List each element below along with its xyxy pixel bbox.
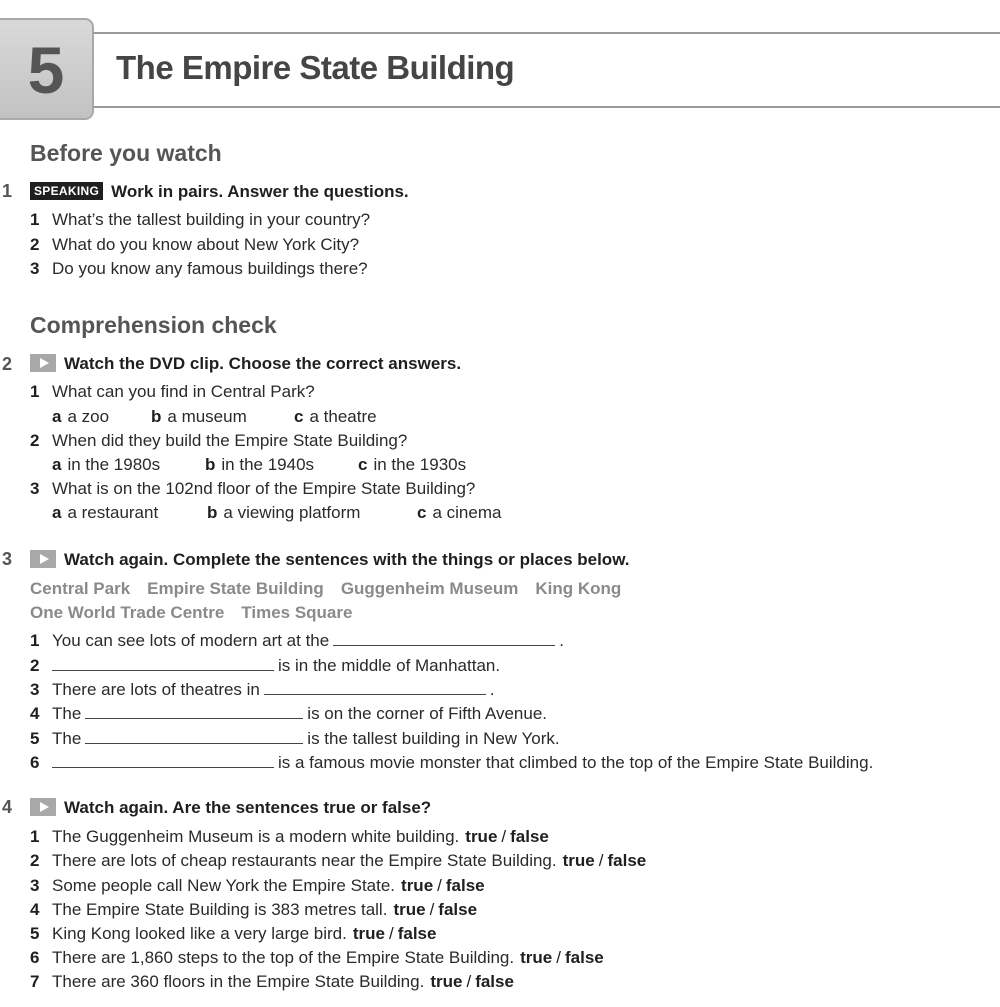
true-false-item: [30, 876, 485, 896]
item-text-before: You can see lots of modern art at the: [52, 631, 330, 650]
item-text: The Empire State Building is 383 metres tall.: [52, 900, 388, 919]
item-number: 4: [30, 900, 40, 919]
option-letter: a: [52, 503, 62, 522]
item-number: 2: [30, 851, 40, 870]
answer-option[interactable]: [205, 455, 314, 475]
option-text: a restaurant: [67, 503, 159, 522]
false-option[interactable]: false: [445, 876, 485, 895]
true-false-item: [30, 972, 514, 992]
false-option[interactable]: false: [397, 924, 437, 943]
word-bank-row: [30, 603, 369, 623]
true-option[interactable]: true: [430, 972, 463, 991]
false-option[interactable]: false: [564, 948, 604, 967]
word-bank-item: One World Trade Centre: [30, 603, 225, 622]
title-rule-top: [93, 32, 1000, 34]
word-bank-item: King Kong: [535, 579, 622, 598]
option-text: in the 1980s: [67, 455, 161, 474]
item-text-after: .: [559, 631, 564, 650]
fill-in-item: [30, 753, 873, 773]
answer-blank[interactable]: [52, 753, 274, 768]
item-text-after: is on the corner of Fifth Avenue.: [307, 704, 548, 723]
play-video-icon: [30, 354, 56, 372]
item-text-before: There are lots of theatres in: [52, 680, 260, 699]
true-false-item: [30, 900, 477, 920]
exercise-2-instruction: [30, 354, 461, 374]
answer-option[interactable]: [358, 455, 466, 475]
section-heading-comprehension: Comprehension check: [30, 312, 277, 338]
true-option[interactable]: true: [562, 851, 595, 870]
answer-blank[interactable]: [85, 729, 303, 744]
item-number: 1: [30, 382, 40, 401]
true-false-item: [30, 827, 549, 847]
answer-option[interactable]: [207, 503, 360, 523]
item-number: 1: [30, 631, 40, 650]
exercise-1-instruction: [30, 182, 409, 202]
item-text: There are lots of cheap restaurants near the Empire State Building.: [52, 851, 557, 870]
section-heading-before: Before you watch: [30, 140, 222, 166]
question-item: [30, 235, 359, 255]
item-text-after: .: [489, 680, 495, 699]
true-option[interactable]: true: [520, 948, 553, 967]
word-bank-row: [30, 579, 638, 599]
choice-separator: /: [388, 924, 394, 943]
item-text: King Kong looked like a very large bird.: [52, 924, 347, 943]
item-number: 1: [30, 827, 40, 846]
word-bank-item: Empire State Building: [147, 579, 324, 598]
false-option[interactable]: false: [607, 851, 647, 870]
item-text-before: The: [52, 729, 82, 748]
option-text: in the 1930s: [373, 455, 467, 474]
item-number: 5: [30, 924, 40, 943]
instruction-text: Work in pairs. Answer the questions.: [111, 182, 409, 201]
answer-option[interactable]: [52, 503, 158, 523]
option-letter: b: [151, 407, 162, 426]
answer-blank[interactable]: [333, 631, 555, 646]
speaking-badge: SPEAKING: [30, 182, 103, 200]
true-false-item: [30, 924, 436, 944]
option-letter: a: [52, 407, 62, 426]
true-false-choice: [520, 948, 604, 967]
true-false-choice: [465, 827, 549, 846]
answer-blank[interactable]: [264, 680, 486, 695]
option-text: a viewing platform: [223, 503, 361, 522]
instruction-text: Watch the DVD clip. Choose the correct answers.: [64, 354, 462, 373]
play-video-icon: [30, 550, 56, 568]
true-false-choice: [563, 851, 647, 870]
page-title: The Empire State Building: [116, 49, 515, 86]
exercise-number: 1: [2, 181, 13, 201]
exercise-number: 4: [2, 797, 13, 817]
item-number: 7: [30, 972, 40, 991]
item-text-after: is a famous movie monster that climbed to the top of the Empire State Building.: [278, 753, 874, 772]
item-text: Do you know any famous buildings there?: [52, 259, 368, 278]
item-number: 6: [30, 753, 40, 772]
option-letter: b: [207, 503, 218, 522]
unit-number: 5: [27, 33, 65, 107]
answer-option[interactable]: [52, 455, 160, 475]
item-number: 2: [30, 431, 40, 450]
play-video-icon: [30, 798, 56, 816]
answer-option[interactable]: [52, 407, 109, 427]
true-false-item: [30, 948, 604, 968]
instruction-text: Watch again. Complete the sentences with the things or places below.: [64, 550, 630, 569]
question-item: [30, 259, 368, 279]
answer-blank[interactable]: [52, 656, 274, 671]
true-false-choice: [353, 924, 437, 943]
item-text: When did they build the Empire State Building?: [52, 431, 408, 450]
false-option[interactable]: false: [475, 972, 514, 991]
true-false-choice: [401, 876, 485, 895]
item-number: 2: [30, 235, 40, 254]
choice-separator: /: [437, 876, 442, 895]
item-number: 1: [30, 210, 40, 229]
option-letter: c: [294, 407, 304, 426]
question-item: [30, 479, 475, 499]
option-text: a zoo: [67, 407, 110, 426]
false-option[interactable]: false: [510, 827, 549, 846]
fill-in-item: [30, 680, 495, 700]
item-text: Some people call New York the Empire State.: [52, 876, 396, 895]
item-text: There are 360 floors in the Empire State Building.: [52, 972, 425, 991]
answer-option[interactable]: [294, 407, 377, 427]
option-text: a museum: [167, 407, 247, 426]
question-item: [30, 210, 370, 230]
choice-separator: /: [466, 972, 472, 991]
answer-blank[interactable]: [85, 704, 303, 719]
item-number: 3: [30, 876, 40, 895]
choice-separator: /: [598, 851, 604, 870]
true-false-choice: [393, 900, 477, 919]
exercise-4-instruction: [30, 798, 431, 818]
answer-option[interactable]: [151, 407, 247, 427]
option-letter: b: [205, 455, 216, 474]
title-rule-bottom: [93, 106, 1000, 108]
item-number: 3: [30, 479, 40, 498]
true-false-item: [30, 851, 646, 871]
true-option[interactable]: true: [352, 924, 385, 943]
item-text: The Guggenheim Museum is a modern white building.: [52, 827, 460, 846]
item-text: What’s the tallest building in your country?: [52, 210, 371, 229]
instruction-text: Watch again. Are the sentences true or false?: [64, 798, 432, 817]
fill-in-item: [30, 656, 500, 676]
true-option[interactable]: true: [401, 876, 434, 895]
option-letter: c: [358, 455, 368, 474]
item-text-after: is the tallest building in New York.: [307, 729, 560, 748]
choice-separator: /: [556, 948, 561, 967]
item-number: 6: [30, 948, 40, 967]
word-bank-item: Guggenheim Museum: [340, 579, 519, 598]
item-text-before: The: [52, 704, 82, 723]
exercise-3-instruction: [30, 550, 630, 570]
option-text: a theatre: [309, 407, 377, 426]
question-item: [30, 382, 315, 402]
option-text: in the 1940s: [221, 455, 315, 474]
word-bank-item: Central Park: [30, 579, 131, 598]
item-number: 3: [30, 680, 40, 699]
exercise-number: 3: [2, 549, 13, 569]
false-option[interactable]: false: [438, 900, 478, 919]
item-number: 4: [30, 704, 40, 723]
fill-in-item: [30, 631, 564, 651]
item-number: 5: [30, 729, 40, 748]
item-number: 3: [30, 259, 40, 278]
true-option[interactable]: true: [393, 900, 426, 919]
word-bank-item: Times Square: [241, 603, 353, 622]
option-text: a cinema: [432, 503, 502, 522]
exercise-number: 2: [2, 354, 13, 374]
item-text: There are 1,860 steps to the top of the Empire State Building.: [52, 948, 515, 967]
item-text: What do you know about New York City?: [52, 235, 360, 254]
option-letter: a: [52, 455, 62, 474]
question-item: [30, 431, 407, 451]
item-text: What can you find in Central Park?: [52, 382, 315, 401]
item-text-after: is in the middle of Manhattan.: [278, 656, 501, 675]
item-text: What is on the 102nd floor of the Empire State Building?: [52, 479, 476, 498]
unit-number-badge: [0, 18, 94, 120]
true-false-choice: [430, 972, 514, 991]
item-number: 2: [30, 656, 40, 675]
choice-separator: /: [429, 900, 435, 919]
choice-separator: /: [501, 827, 507, 846]
answer-option[interactable]: [417, 503, 501, 523]
fill-in-item: [30, 704, 547, 724]
option-letter: c: [417, 503, 427, 522]
true-option[interactable]: true: [465, 827, 498, 846]
fill-in-item: [30, 729, 560, 749]
